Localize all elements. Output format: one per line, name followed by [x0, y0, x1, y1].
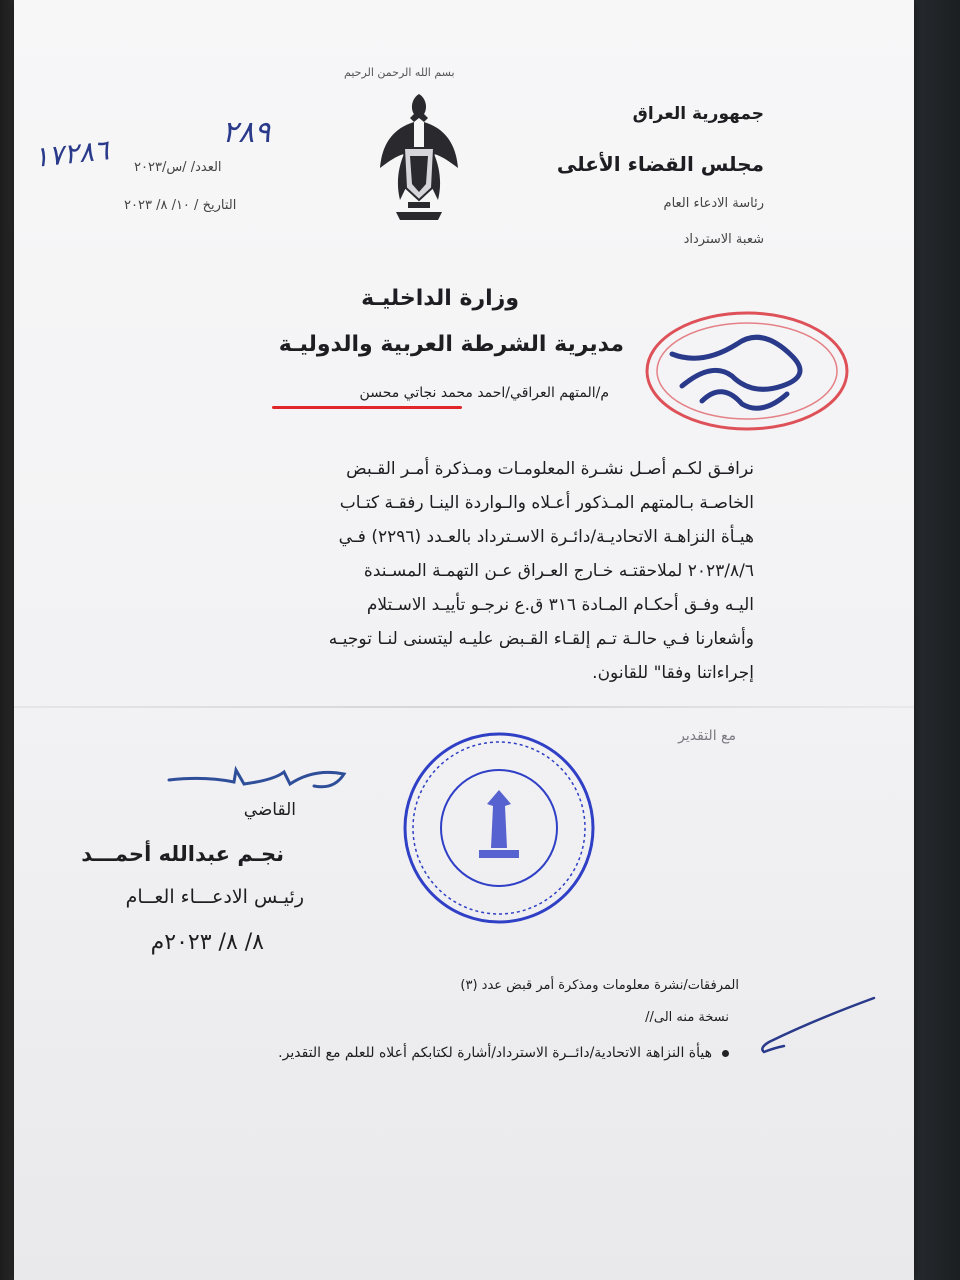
pen-mark-arrow	[734, 990, 884, 1060]
svg-text:٢٨٩: ٢٨٩	[222, 115, 271, 150]
subject-line: م/المتهم العراقي/احمد محمد نجاتي محسن	[359, 385, 609, 401]
handwritten-reference-numbers	[22, 112, 271, 182]
attachments-line: المرفقات/نشرة معلومات ومذكرة أمر قبض عدد (٣)	[460, 978, 739, 993]
eagle-emblem-icon	[374, 88, 464, 233]
bullet-icon	[722, 1050, 729, 1057]
basmala: بسم الله الرحمن الرحيم	[344, 66, 455, 79]
received-stamp-red	[642, 306, 852, 436]
svg-text:١٧٢٨٦: ١٧٢٨٦	[32, 133, 111, 174]
official-seal-blue	[399, 728, 599, 928]
body-line: وأشعارنا فـي حالـة تـم إلقـاء القـبض عليـه ليتسنى لنـا توجيـه	[328, 629, 754, 649]
recipient-list-item	[278, 1045, 729, 1061]
body-line: نرافـق لكـم أصـل نشـرة المعلومـات ومـذكرة أمـر القـبض	[346, 459, 754, 479]
letter-body	[154, 452, 754, 690]
body-line: إجراءاتنا وفقا" للقانون.	[592, 663, 754, 683]
body-line: الخاصـة بـالمتهم المـذكور أعـلاه والـواردة الينـا رفقـة كتـاب	[339, 493, 754, 513]
recipient-text: هيأة النزاهة الاتحادية/دائــرة الاسترداد/أشارة لكتابكم أعلاه للعلم مع التقدير.	[278, 1045, 712, 1061]
document-number: العدد/ /س/٢٠٢٣	[134, 160, 222, 175]
signer-role: رئيـس الادعـــاء العــام	[125, 886, 304, 908]
document-date: التاريخ / ١٠/ ٨/ ٢٠٢٣	[124, 198, 237, 213]
section-name: شعبة الاسترداد	[683, 232, 764, 247]
body-line: اليـه وفـق أحكـام المـادة ٣١٦ ق.ع نرجـو تأييـد الاسـتلام	[366, 595, 754, 615]
council-name: مجلس القضاء الأعلى	[556, 152, 764, 176]
body-line: ٢٠٢٣/٨/٦ لملاحقتـه خـارج العـراق عـن التهمـة المسـندة	[363, 561, 754, 581]
closing-regards: مع التقدير	[678, 728, 736, 744]
addressee-directorate: مديرية الشرطة العربية والدوليـة	[278, 332, 624, 357]
paper-fold-line	[14, 706, 914, 708]
signer-name: نجـم عبدالله أحمـــد	[81, 842, 284, 866]
body-line: هيـأة النزاهـة الاتحاديـة/دائـرة الاسـترداد بالعـدد (٢٢٩٦) فـي	[338, 527, 754, 547]
department-name: رئاسة الادعاء العام	[663, 196, 764, 211]
signature-date: ٨/ ٨/ ٢٠٢٣م	[150, 930, 264, 955]
copy-to-line: نسخة منه الى//	[645, 1010, 729, 1025]
judge-signature	[164, 750, 354, 800]
addressee-ministry: وزارة الداخليـة	[361, 286, 519, 311]
signer-title: القاضي	[243, 800, 296, 820]
subject-underline	[272, 406, 462, 409]
document-page	[14, 0, 914, 1280]
country-name: جمهورية العراق	[632, 104, 764, 124]
